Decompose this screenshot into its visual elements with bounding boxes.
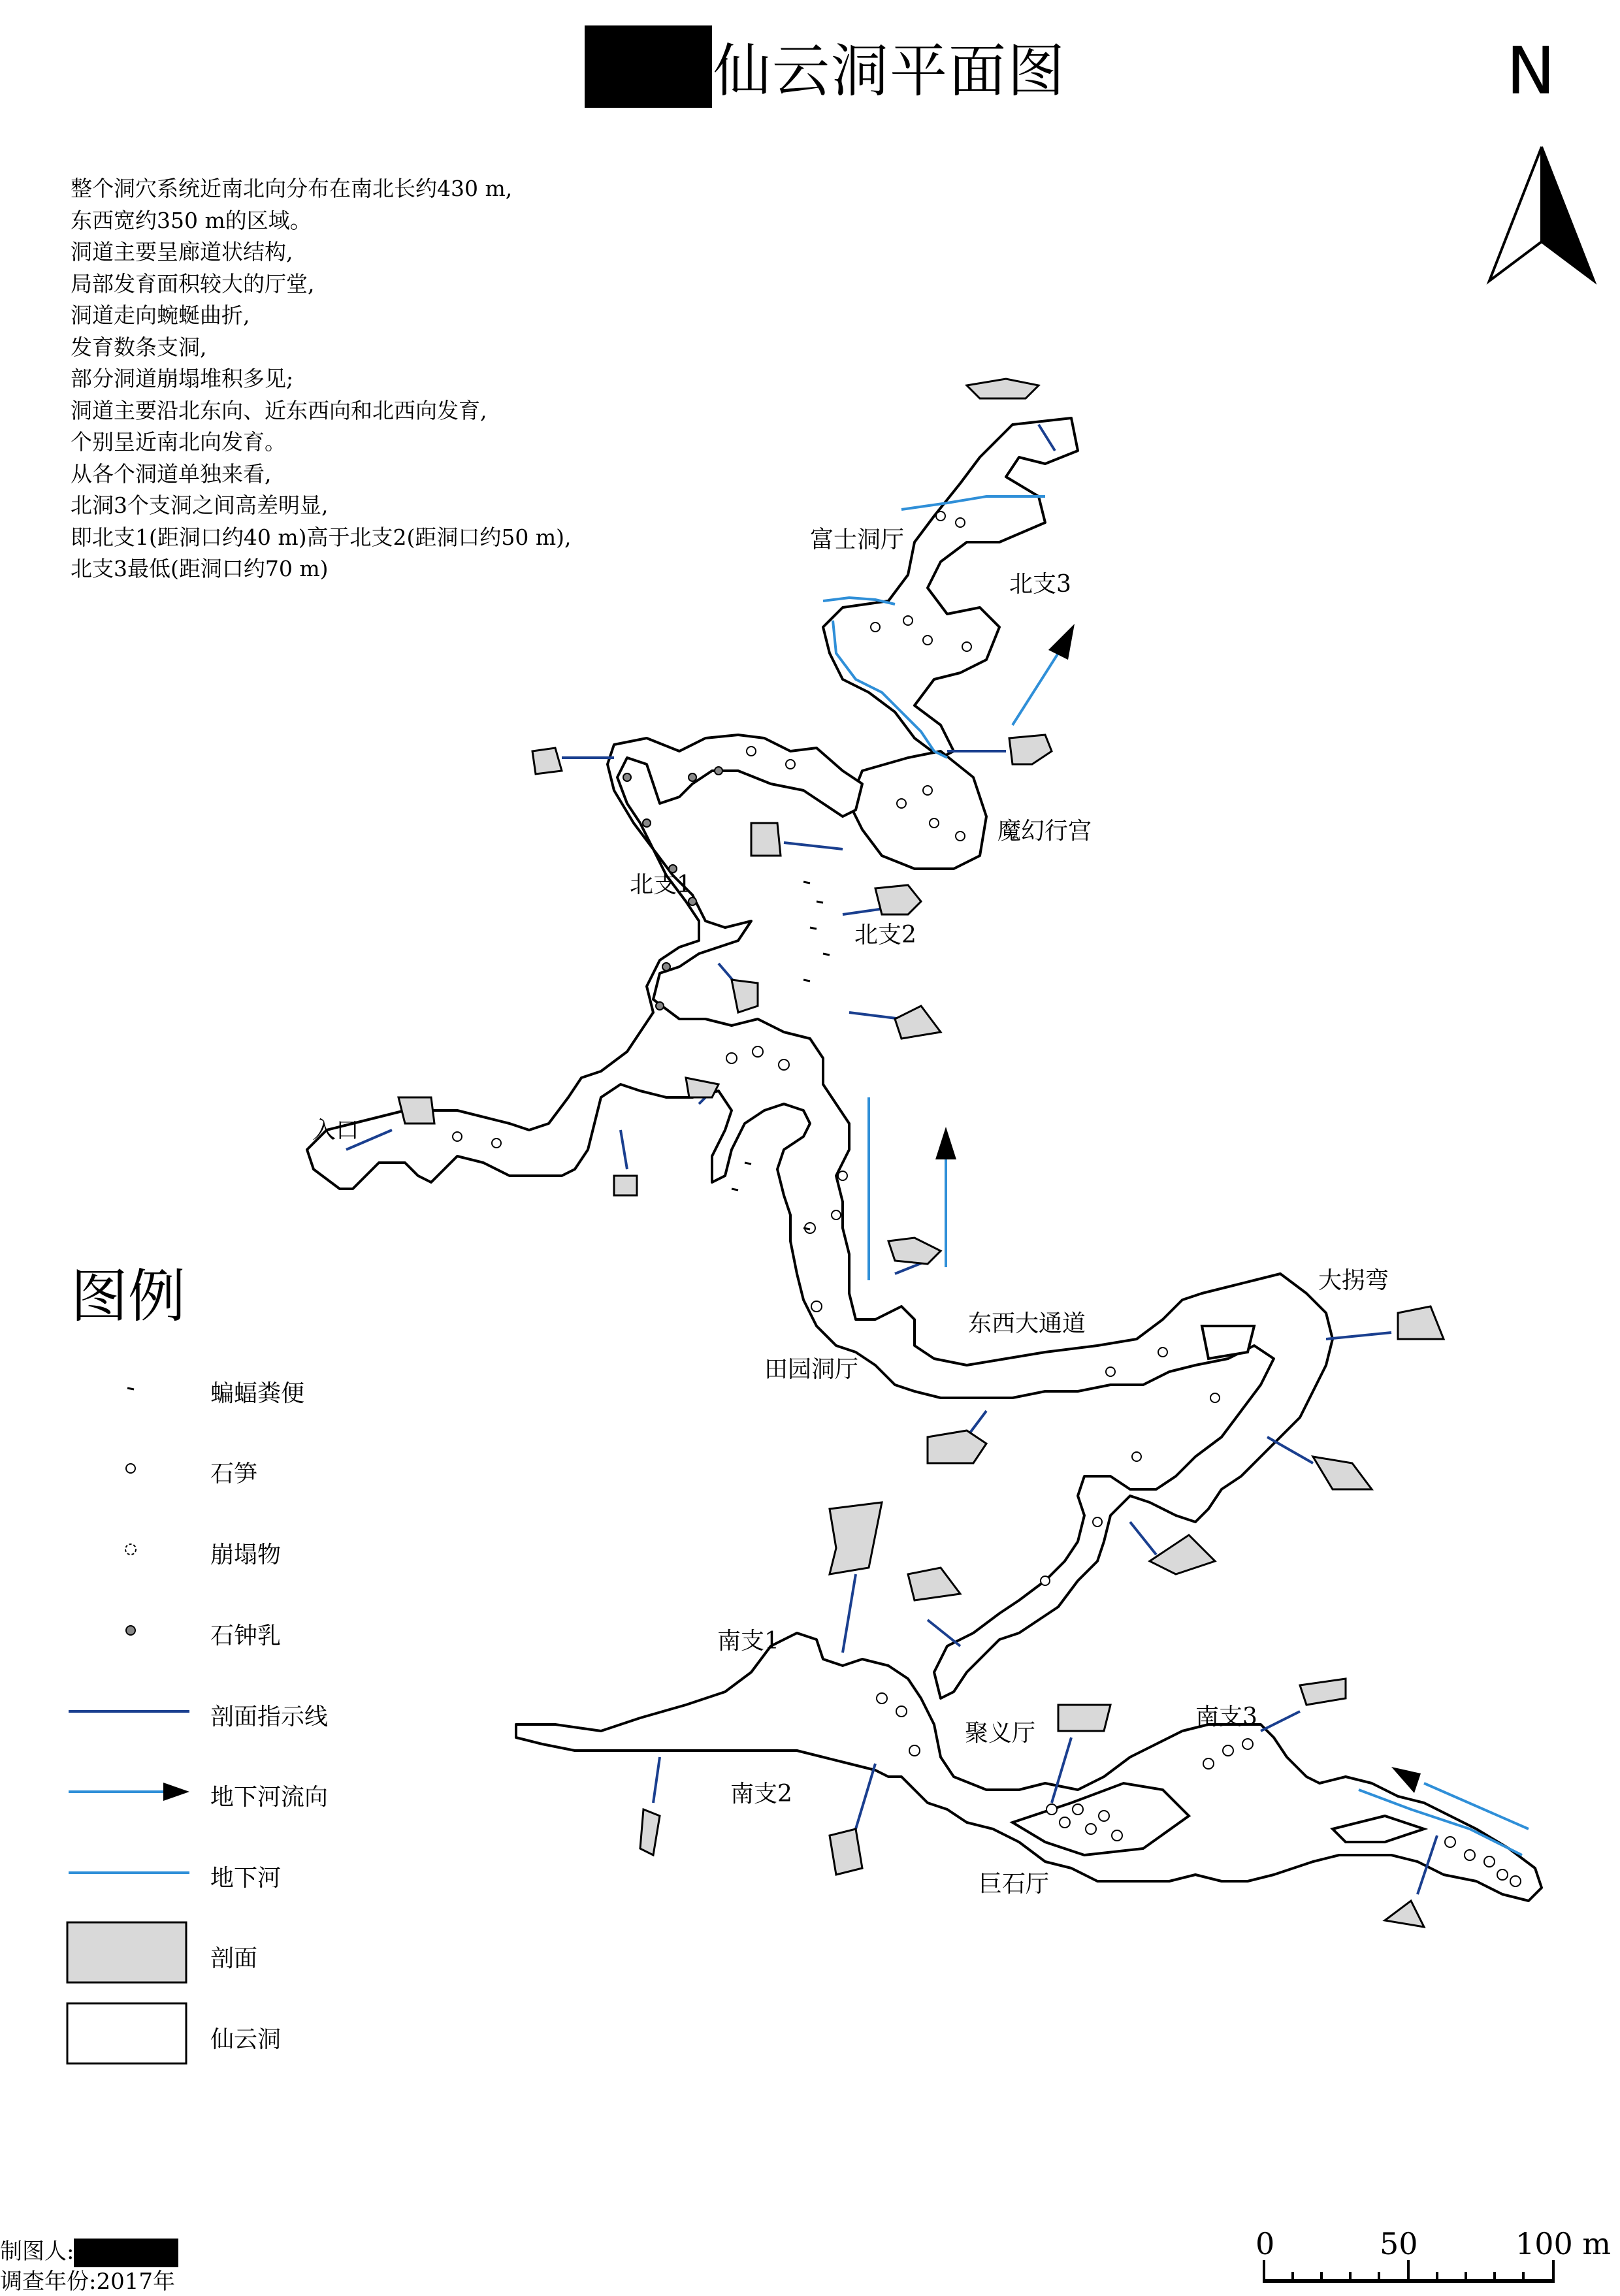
passage-mohuan <box>849 751 986 869</box>
label-entrance: 入口 <box>312 1117 360 1144</box>
redaction-block <box>74 2239 178 2267</box>
scale-tick-label: 0 <box>1256 2226 1275 2261</box>
description-line: 北洞3个支洞之间高差明显, <box>71 493 329 518</box>
legend-label: 地下河流向 <box>210 1784 329 1811</box>
label-dongxi-passage: 东西大通道 <box>968 1310 1086 1337</box>
legend-item-cave <box>65 2001 457 2067</box>
legend-label: 剖面指示线 <box>210 1704 329 1730</box>
label-nanzhi2: 南支2 <box>730 1781 792 1807</box>
scale-bar <box>1208 2208 1620 2291</box>
label-nanzhi1: 南支1 <box>717 1628 779 1655</box>
collapse-debris-icon <box>65 1517 209 1582</box>
description-line: 局部发育面积较大的厅堂, <box>71 270 315 297</box>
bat-guano-icon <box>65 1355 209 1421</box>
legend-label: 崩塌物 <box>210 1542 282 1568</box>
legend-label: 石笋 <box>210 1461 258 1487</box>
maker-label: 制图人: <box>0 2239 74 2265</box>
legend-item-river-flow <box>65 1759 457 1824</box>
label-beizhi2: 北支2 <box>854 922 916 948</box>
description-line: 北支3最低(距洞口约70 m) <box>71 556 329 581</box>
description-line: 部分洞道崩塌堆积多见; <box>71 366 294 391</box>
legend-label: 石钟乳 <box>210 1623 282 1649</box>
section-fill-icon <box>65 1920 209 1986</box>
underground-river-icon <box>65 1840 209 1905</box>
legend-label: 仙云洞 <box>210 2026 282 2053</box>
legend-item-bat-guano <box>65 1355 457 1421</box>
map-footer <box>0 2237 178 2296</box>
description-line: 洞道主要沿北东向、近东西向和北西向发育, <box>71 397 487 423</box>
legend-item-underground-river <box>65 1840 457 1905</box>
stalagmite-symbols <box>453 511 1220 1585</box>
legend-item-stalactite <box>65 1598 457 1663</box>
label-juyi-hall: 聚义厅 <box>965 1720 1036 1747</box>
maker-line <box>0 2237 178 2267</box>
label-jushi-hall: 巨石厅 <box>979 1871 1050 1898</box>
label-nanzhi3: 南支3 <box>1195 1704 1257 1730</box>
passage-south <box>516 1633 1542 1901</box>
legend-item-collapse-debris <box>65 1517 457 1582</box>
legend-label: 蝙蝠粪便 <box>210 1380 305 1407</box>
legend-item-section-fill <box>65 1920 457 1986</box>
legend-label: 地下河 <box>210 1865 282 1892</box>
label-daguaiwan: 大拐弯 <box>1318 1267 1389 1294</box>
description-line: 即北支1(距洞口约40 m)高于北支2(距洞口约50 m), <box>71 524 572 550</box>
label-mohuan-palace: 魔幻行宫 <box>997 818 1092 845</box>
river-flow-arrow-icon <box>65 1759 209 1824</box>
legend-title: 图例 <box>71 1263 186 1330</box>
description-line: 从各个洞道单独来看, <box>71 461 272 487</box>
stalagmite-icon <box>65 1436 209 1501</box>
map-title-text: 仙云洞平面图 <box>713 37 1067 105</box>
description-line: 洞道走向蜿蜒曲折, <box>71 302 250 328</box>
label-beizhi3: 北支3 <box>1009 571 1071 598</box>
cave-fill-icon <box>65 2001 209 2067</box>
description-line: 整个洞穴系统近南北向分布在南北长约430 m, <box>71 176 513 201</box>
label-beizhi1: 北支1 <box>630 871 692 898</box>
survey-year: 调查年份:2017年 <box>0 2269 175 2295</box>
legend-label: 剖面 <box>210 1945 258 1972</box>
north-letter: N <box>1506 33 1555 109</box>
description-line: 个别呈近南北向发育。 <box>71 429 286 455</box>
legend-item-section-line <box>65 1679 457 1744</box>
label-fushi-cave-hall: 富士洞厅 <box>810 526 905 553</box>
section-line-icon <box>65 1679 209 1744</box>
scale-tick-label: 50 <box>1380 2226 1418 2261</box>
scale-tick-label: 100 m <box>1515 2226 1612 2261</box>
description-line: 洞道主要呈廊道状结构, <box>71 239 293 265</box>
legend-item-stalagmite <box>65 1436 457 1501</box>
description-line: 发育数条支洞, <box>71 334 207 360</box>
label-tianyuan-hall: 田园洞厅 <box>764 1356 859 1383</box>
description-line: 东西宽约350 m的区域。 <box>71 207 312 233</box>
underground-river <box>823 496 1522 1855</box>
stalactite-icon <box>65 1598 209 1663</box>
